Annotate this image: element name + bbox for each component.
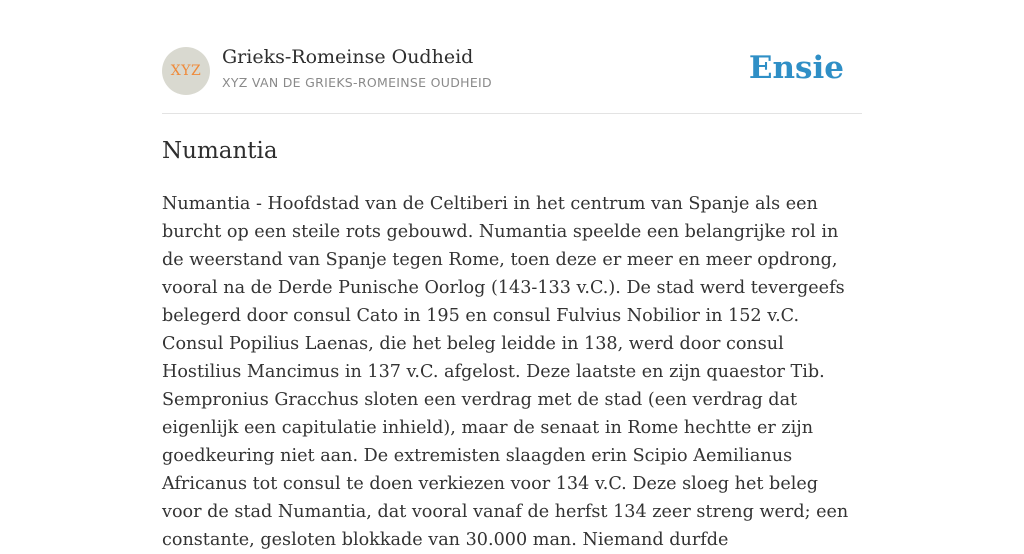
ensie-logo[interactable]: Ensie [748, 50, 844, 86]
site-subtitle: XYZ VAN DE GRIEKS-ROMEINSE OUDHEID [222, 75, 492, 90]
avatar-text: XYZ [170, 63, 202, 79]
site-header [162, 46, 862, 96]
site-name-link[interactable]: Grieks-Romeinse Oudheid [222, 46, 474, 68]
article-title: Numantia [162, 138, 278, 164]
avatar[interactable] [162, 47, 210, 95]
header-divider [162, 113, 862, 114]
article-body: Numantia - Hoofdstad van de Celtiberi in het centrum van Spanje als een burcht op een steile rots gebouwd. Numantia speelde een belangrijke rol in de weerstand van Spanje tegen Rome, toen deze er meer en meer opdrong, vooral na de Derde Punische Oorlog (143-133 v.C.). De stad werd tevergeefs belegerd door consul Cato in 195 en consul Fulvius Nobilior in 152 v.C. Consul Popilius Laenas, die het beleg leidde in 138, werd door consul Hostilius Mancimus in 137 v.C. afgelost. Deze laatste en zijn quaestor Tib. Sempronius Gracchus sloten een verdrag met de stad (een verdrag dat eigenlijk een capitulatie inhield), maar de senaat in Rome hechtte er zijn goedkeuring niet aan. De extremisten slaagden erin Scipio Aemilianus Africanus tot consul te doen verkiezen voor 134 v.C. Deze sloeg het beleg voor de stad Numantia, dat vooral vanaf de herfst 134 zeer streng werd; een constante, gesloten blokkade van 30.000 man. Niemand durfde [162, 194, 849, 550]
